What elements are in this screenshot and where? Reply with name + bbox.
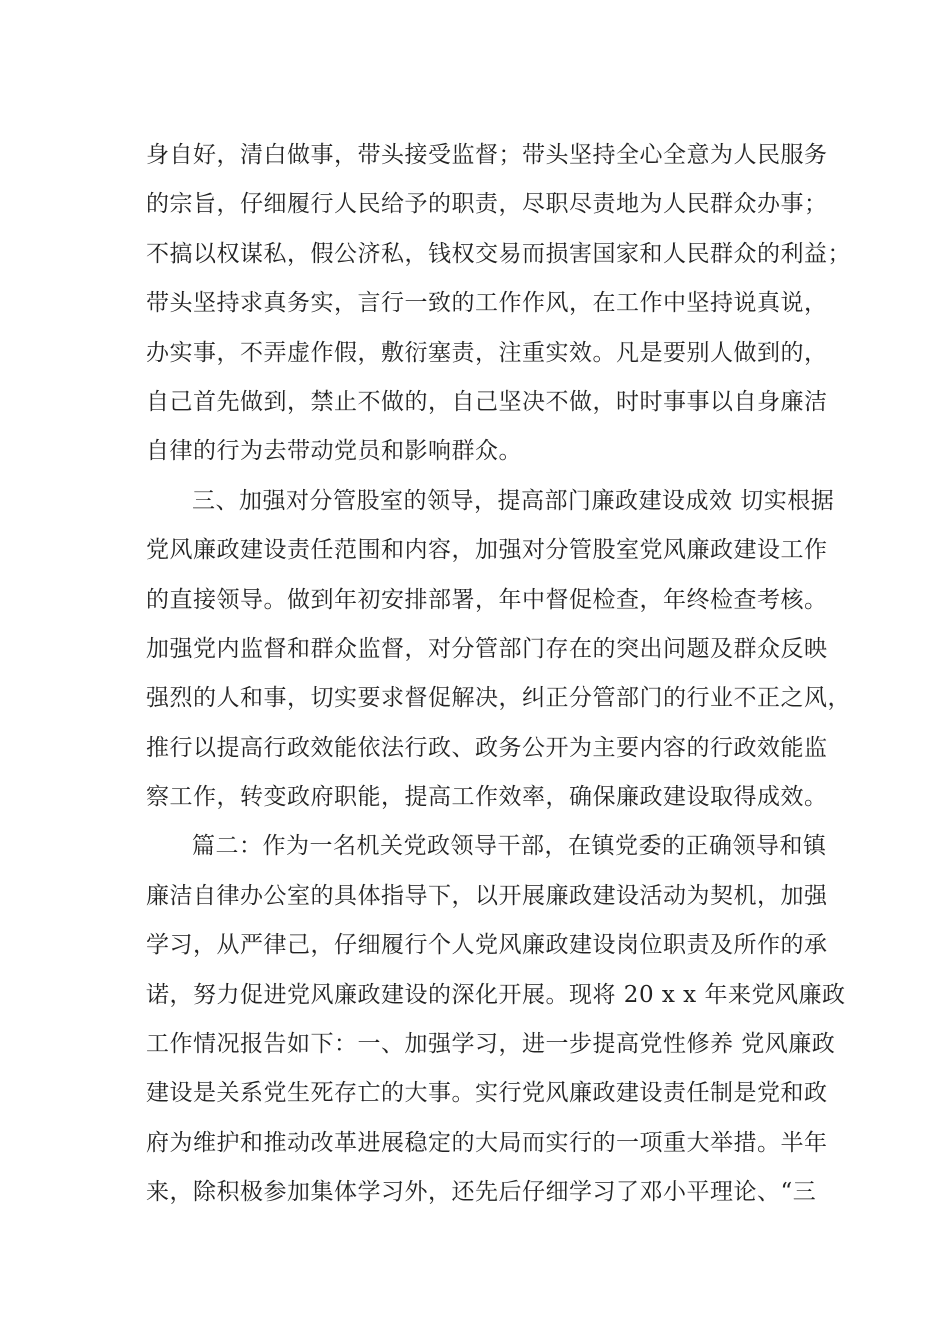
text-line-5: 办实事，不弄虚作假，敷衍塞责，注重实效。凡是要别人做到的， [146, 339, 828, 366]
paragraph-three-heading-line: 三、加强对分管股室的领导，提高部门廉政建设成效 切实根据 [192, 487, 835, 514]
text-line-18: 诺，努力促进党风廉政建设的深化开展。现将 20 x x 年来党风廉政 [146, 981, 846, 1008]
text-line-2: 的宗旨，仔细履行人民给予的职责，尽职尽责地为人民群众办事； [146, 191, 828, 218]
text-line-16: 廉洁自律办公室的具体指导下，以开展廉政建设活动为契机，加强 [146, 882, 828, 909]
text-line-14: 察工作，转变政府职能，提高工作效率，确保廉政建设取得成效。 [146, 784, 828, 811]
text-line-11: 加强党内监督和群众监督，对分管部门存在的突出问题及群众反映 [146, 635, 828, 662]
text-line-7: 自律的行为去带动党员和影响群众。 [146, 438, 522, 465]
text-line-3: 不搞以权谋私，假公济私，钱权交易而损害国家和人民群众的利益； [146, 240, 851, 267]
text-line-19: 工作情况报告如下：一、加强学习，进一步提高党性修养 党风廉政 [146, 1031, 836, 1058]
text-line-13: 推行以提高行政效能依法行政、政务公开为主要内容的行政效能监 [146, 734, 828, 761]
text-line-6: 自己首先做到，禁止不做的，自己坚决不做，时时事事以自身廉洁 [146, 388, 828, 415]
text-line-17: 学习，从严律己，仔细履行个人党风廉政建设岗位职责及所作的承 [146, 932, 828, 959]
text-line-20: 建设是关系党生死存亡的大事。实行党风廉政建设责任制是党和政 [146, 1080, 828, 1107]
text-line-4: 带头坚持求真务实，言行一致的工作作风，在工作中坚持说真说， [146, 290, 828, 317]
article-two-start-line: 篇二：作为一名机关党政领导干部，在镇党委的正确领导和镇 [192, 833, 827, 860]
text-line-21: 府为维护和推动改革进展稳定的大局而实行的一项重大举措。半年 [146, 1129, 828, 1156]
text-line-10: 的直接领导。做到年初安排部署，年中督促检查，年终检查考核。 [146, 586, 828, 613]
text-line-9: 党风廉政建设责任范围和内容，加强对分管股室党风廉政建设工作 [146, 537, 828, 564]
document-body [146, 131, 851, 1218]
text-line-1: 身自好，清白做事，带头接受监督；带头坚持全心全意为人民服务 [146, 142, 828, 168]
text-line-22: 来，除积极参加集体学习外，还先后仔细学习了邓小平理论、“三 [146, 1179, 817, 1206]
text-line-12: 强烈的人和事，切实要求督促解决，纠正分管部门的行业不正之风， [146, 685, 851, 712]
